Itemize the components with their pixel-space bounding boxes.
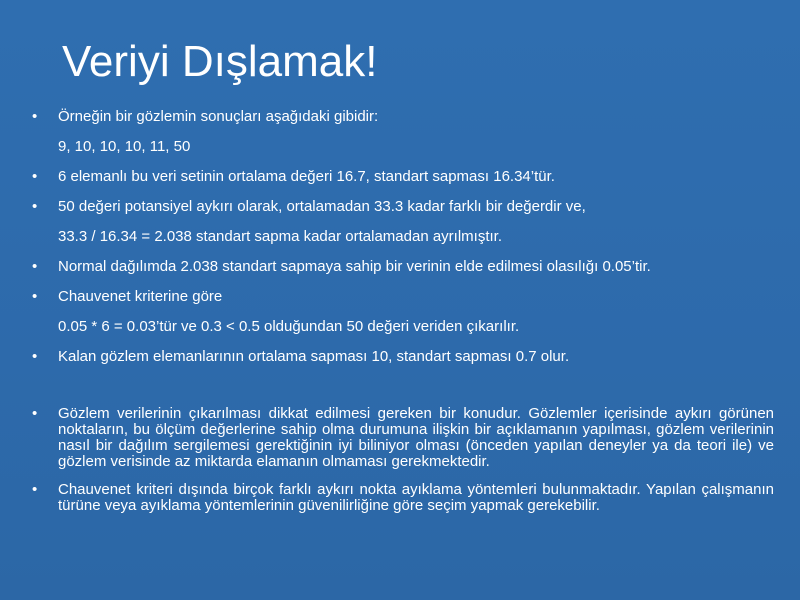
bullet-chauvenet	[28, 288, 774, 306]
slide-content	[28, 108, 774, 514]
bullet-result	[28, 348, 774, 366]
bullet-paragraph-removal	[28, 406, 774, 470]
bullet-paragraph-methods	[28, 482, 774, 514]
bullet-probability	[28, 258, 774, 276]
bullet-outlier	[28, 198, 774, 216]
example-values	[28, 138, 774, 156]
bullet-text: 50 değeri potansiyel aykırı olarak, ortalamadan 33.3 kadar farklı bir değerdir ve,	[58, 198, 586, 215]
bullet-text: Normal dağılımda 2.038 standart sapmaya sahip bir verinin elde edilmesi olasılığı 0.05’tir.	[58, 258, 651, 275]
bullet-icon: •	[32, 258, 38, 275]
slide-title: Veriyi Dışlamak!	[62, 37, 378, 86]
bullet-example-intro	[28, 108, 774, 126]
bullet-icon: •	[32, 168, 38, 185]
paragraph-text: Gözlem verilerinin çıkarılması dikkat edilmesi gereken bir konudur. Gözlemler içerisinde aykırı görünen noktaların, bu ölçüm değerlerine sahip olma durumuna ilişkin bir açıklamanın yapılması, gözlem verilerinin nasıl bir dağılım sergilemesi gerektiğinin iyi biliniyor olması (önceden yapılan deneyler ya da teori ile) ve gözlem verisinde az miktarda elamanın olmaması gerekmektedir.	[58, 405, 774, 470]
bullet-text: Örneğin bir gözlemin sonuçları aşağıdaki gibidir:	[58, 108, 379, 125]
bullet-text: Chauvenet kriterine göre	[58, 288, 223, 305]
bullet-icon: •	[32, 198, 38, 215]
calc-text: 0.05 * 6 = 0.03’tür ve 0.3 < 0.5 olduğundan 50 değeri veriden çıkarılır.	[58, 318, 520, 335]
bullet-icon: •	[32, 108, 38, 125]
bullet-icon: •	[32, 288, 38, 305]
bullet-icon: •	[32, 348, 38, 365]
chauvenet-calc	[28, 318, 774, 336]
bullet-text: 6 elemanlı bu veri setinin ortalama değeri 16.7, standart sapması 16.34’tür.	[58, 168, 555, 185]
bullet-mean-std	[28, 168, 774, 186]
calc-text: 33.3 / 16.34 = 2.038 standart sapma kadar ortalamadan ayrılmıştır.	[58, 228, 503, 245]
bullet-text: Kalan gözlem elemanlarının ortalama sapması 10, standart sapması 0.7 olur.	[58, 348, 570, 365]
bullet-icon: •	[32, 405, 38, 422]
outlier-calc	[28, 228, 774, 246]
paragraph-text: Chauvenet kriteri dışında birçok farklı aykırı nokta ayıklama yöntemleri bulunmaktadır. Yapılan çalışmanın türüne veya ayıklama yöntemlerinin güvenilirliğine göre seçim yapmak gerekebilir.	[58, 481, 774, 514]
bullet-icon: •	[32, 481, 38, 498]
values-text: 9, 10, 10, 10, 11, 50	[58, 138, 191, 155]
